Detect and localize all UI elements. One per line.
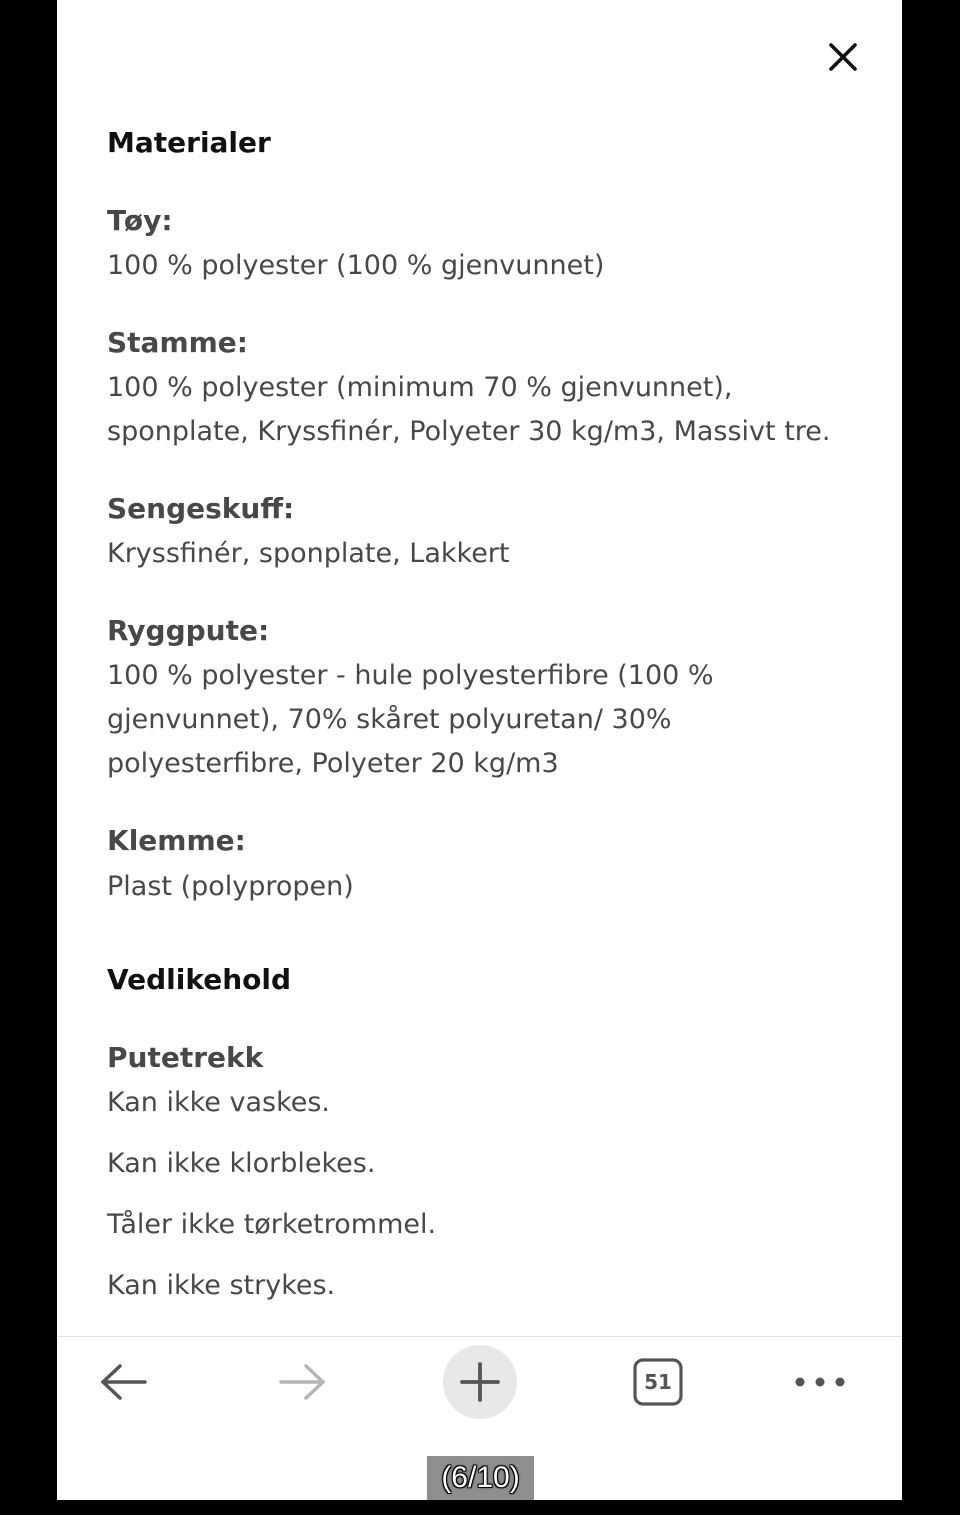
more-button[interactable] [781, 1337, 859, 1427]
material-value-line: gjenvunnet), 70% skåret polyuretan/ 30% [107, 704, 672, 735]
slide-caption: (6/10) [427, 1456, 534, 1500]
care-instruction: Kan ikke vaskes. [107, 1087, 331, 1118]
material-value-line: 100 % polyester (100 % gjenvunnet) [107, 250, 605, 281]
care-instruction: Tåler ikke tørketrommel. [107, 1209, 437, 1240]
material-value-line: Kryssfinér, sponplate, Lakkert [107, 538, 510, 569]
material-value-line: 100 % polyester - hule polyesterfibre (100 % [107, 660, 714, 691]
back-button[interactable] [85, 1337, 163, 1427]
material-value-line: sponplate, Kryssfinér, Polyeter 30 kg/m3, Massivt tre. [107, 416, 831, 447]
materials-heading: Materialer [107, 126, 271, 159]
care-label-cushion-cover: Putetrekk [107, 1041, 264, 1074]
forward-button[interactable] [263, 1337, 341, 1427]
care-instruction: Kan ikke klorblekes. [107, 1148, 376, 1179]
care-instruction: Kan ikke strykes. [107, 1270, 336, 1301]
material-label-frame: Stamme: [107, 326, 248, 359]
arrow-left-icon [99, 1362, 149, 1402]
material-value-clip [107, 865, 867, 909]
tabs-icon [632, 1357, 684, 1407]
tabs-button[interactable] [620, 1337, 696, 1427]
material-label-bed-drawer: Sengeskuff: [107, 492, 295, 525]
material-label-clip: Klemme: [107, 824, 246, 857]
material-value-frame [107, 366, 867, 454]
close-button[interactable] [819, 36, 867, 78]
material-value-line: Plast (polypropen) [107, 871, 354, 902]
care-heading: Vedlikehold [107, 963, 292, 996]
more-icon [793, 1375, 847, 1389]
material-value-line: 100 % polyester (minimum 70 % gjenvunnet), [107, 372, 733, 403]
material-value-back-cushion [107, 654, 867, 786]
tabs-count: 51 [644, 1370, 672, 1394]
material-label-back-cushion: Ryggpute: [107, 614, 270, 647]
material-value-line: polyesterfibre, Polyeter 20 kg/m3 [107, 748, 559, 779]
material-value-fabric [107, 244, 867, 288]
material-value-bed-drawer [107, 532, 867, 576]
new-tab-button[interactable] [441, 1337, 519, 1427]
browser-toolbar [57, 1337, 902, 1427]
arrow-right-icon [277, 1362, 327, 1402]
plus-icon [441, 1343, 519, 1421]
close-icon [828, 42, 858, 72]
material-label-fabric: Tøy: [107, 204, 173, 237]
product-details-sheet [57, 0, 902, 1500]
